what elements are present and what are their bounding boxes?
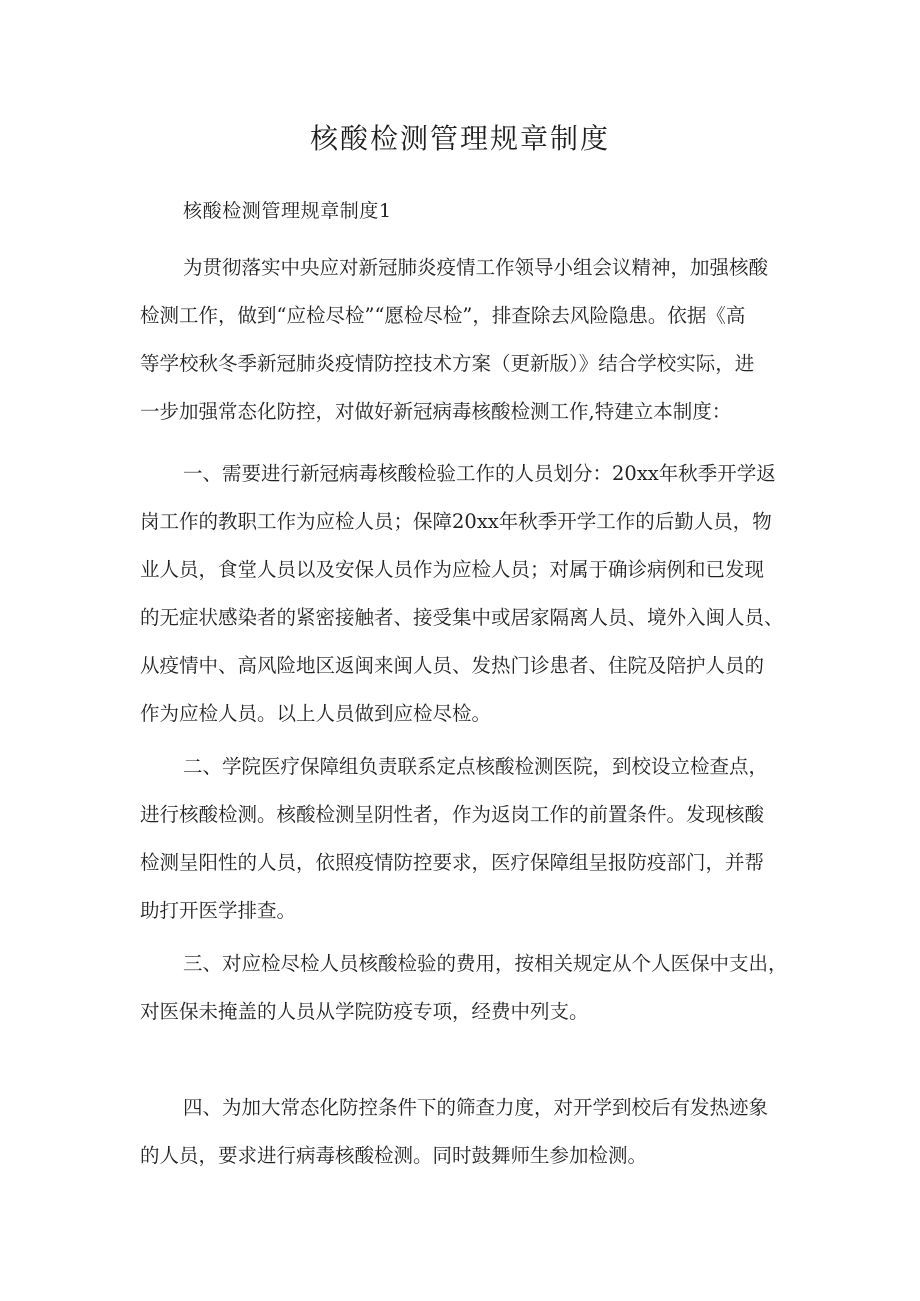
paragraph-line: 二、学院医疗保障组负责联系定点核酸检测医院，到校设立检查点， [183, 755, 769, 778]
paragraph-line: 进行核酸检测。核酸检测呈阴性者，作为返岗工作的前置条件。发现核酸 [140, 803, 765, 826]
paragraph-line: 一步加强常态化防控，对做好新冠病毒核酸检测工作,特建立本制度： [140, 400, 732, 423]
paragraph-line: 作为应检人员。以上人员做到应检尽检。 [140, 702, 492, 725]
paragraph-line: 三、对应检尽检人员核酸检验的费用，按相关规定从个人医保中支出， [183, 952, 788, 975]
paragraph-line: 为贯彻落实中央应对新冠肺炎疫情工作领导小组会议精神，加强核酸 [183, 256, 769, 279]
paragraph-line: 的无症状感染者的紧密接触者、接受集中或居家隔离人员、境外入闽人员、 [140, 606, 784, 629]
paragraph-section-1 [140, 450, 800, 738]
paragraph-line: 业人员，食堂人员以及安保人员作为应检人员；对属于确诊病例和已发现 [140, 558, 765, 581]
paragraph-line: 从疫情中、高风险地区返闽来闽人员、发热门诊患者、住院及陪护人员的 [140, 654, 765, 677]
paragraph-intro [140, 244, 800, 436]
paragraph-section-3 [140, 940, 800, 1036]
paragraph-line: 一、需要进行新冠病毒核酸检验工作的人员划分：20xx年秋季开学返 [183, 462, 776, 485]
paragraph-line: 四、为加大常态化防控条件下的筛查力度，对开学到校后有发热迹象 [183, 1096, 769, 1119]
paragraph-line: 岗工作的教职工作为应检人员；保障20xx年秋季开学工作的后勤人员，物 [140, 510, 772, 533]
paragraph-line: 助打开医学排查。 [140, 899, 297, 922]
document-subtitle: 核酸检测管理规章制度1 [183, 200, 392, 222]
paragraph-line: 等学校秋冬季新冠肺炎疫情防控技术方案（更新版）》结合学校实际，进 [140, 352, 755, 375]
paragraph-line: 的人员，要求进行病毒核酸检测。同时鼓舞师生参加检测。 [140, 1144, 648, 1167]
paragraph-section-4 [140, 1084, 800, 1180]
paragraph-line: 检测工作，做到“应检尽检”“愿检尽检”，排查除去风险隐患。依据《高 [140, 304, 746, 327]
document-title: 核酸检测管理规章制度 [309, 122, 610, 155]
paragraph-line: 检测呈阳性的人员，依照疫情防控要求，医疗保障组呈报防疫部门，并帮 [140, 851, 765, 874]
paragraph-section-2 [140, 743, 800, 935]
paragraph-line: 对医保未掩盖的人员从学院防疫专项，经费中列支。 [140, 1000, 589, 1023]
